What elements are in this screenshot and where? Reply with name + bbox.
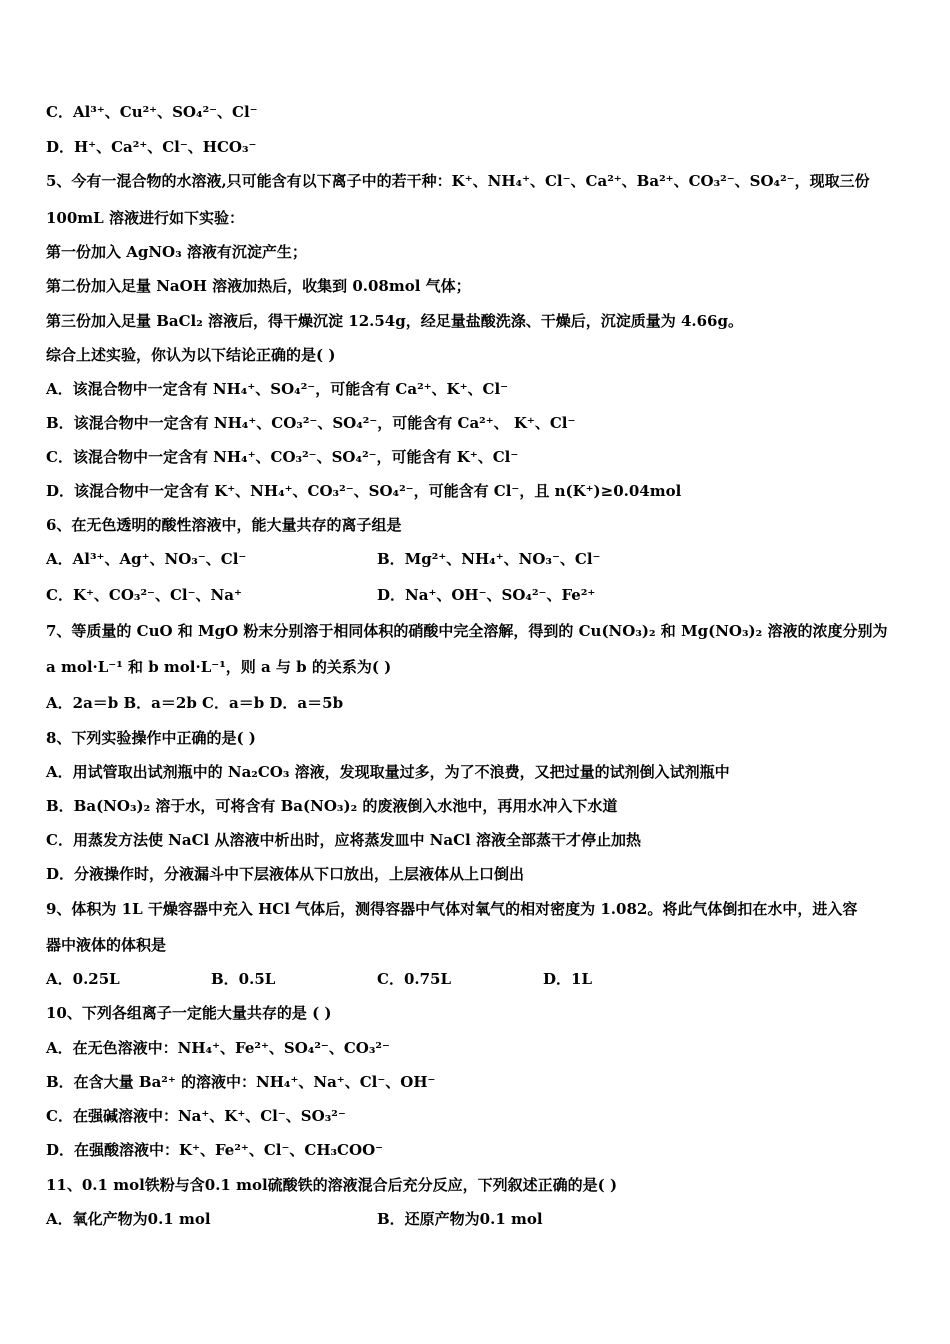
text-line: D．该混合物中一定含有 K⁺、NH₄⁺、CO₃²⁻、SO₄²⁻，可能含有 Cl⁻，且 n(K⁺)≥0.04mol [46, 482, 682, 500]
text-line: 第一份加入 AgNO₃ 溶液有沉淀产生； [46, 243, 307, 261]
text-line: A．在无色溶液中：NH₄⁺、Fe²⁺、SO₄²⁻、CO₃²⁻ [46, 1039, 390, 1057]
text-line: 器中液体的体积是 [46, 936, 167, 954]
option-text: D．Na⁺、OH⁻、SO₄²⁻、Fe²⁺ [377, 586, 596, 604]
option-text: B．0.5L [211, 970, 276, 988]
text-line: A．Al³⁺、Ag⁺、NO₃⁻、Cl⁻ [46, 550, 247, 568]
option-text: B．还原产物为0.1 mol [377, 1210, 543, 1228]
text-line: D．H⁺、Ca²⁺、Cl⁻、HCO₃⁻ [46, 138, 257, 156]
text-line: D．在强酸溶液中：K⁺、Fe²⁺、Cl⁻、CH₃COO⁻ [46, 1141, 384, 1159]
option-text: D．1L [543, 970, 592, 988]
text-line: B．在含大量 Ba²⁺ 的溶液中：NH₄⁺、Na⁺、Cl⁻、OH⁻ [46, 1073, 436, 1091]
option-text: C．0.75L [377, 970, 452, 988]
text-line: 7、等质量的 CuO 和 MgO 粉末分别溶于相同体积的硝酸中完全溶解，得到的 Cu(NO₃)₂ 和 Mg(NO₃)₂ 溶液的浓度分别为 [46, 622, 888, 640]
text-line: 5、今有一混合物的水溶液,只可能含有以下离子中的若干种：K⁺、NH₄⁺、Cl⁻、Ca²⁺、Ba²⁺、CO₃²⁻、SO₄²⁻，现取三份 [46, 172, 870, 190]
text-line: 11、0.1 mol铁粉与含0.1 mol硫酸铁的溶液混合后充分反应，下列叙述正确的是( ) [46, 1176, 618, 1194]
text-line: A．用试管取出试剂瓶中的 Na₂CO₃ 溶液，发现取量过多，为了不浪费，又把过量的试剂倒入试剂瓶中 [46, 763, 730, 781]
text-line: C．在强碱溶液中：Na⁺、K⁺、Cl⁻、SO₃²⁻ [46, 1107, 346, 1125]
text-line: 9、体积为 1L 干燥容器中充入 HCl 气体后，测得容器中气体对氧气的相对密度为 1.082。将此气体倒扣在水中，进入容 [46, 900, 858, 918]
text-line: 综合上述实验，你认为以下结论正确的是( ) [46, 346, 336, 364]
text-line: 8、下列实验操作中正确的是( ) [46, 729, 256, 747]
text-line: 第二份加入足量 NaOH 溶液加热后，收集到 0.08mol 气体； [46, 277, 471, 295]
text-line: C．该混合物中一定含有 NH₄⁺、CO₃²⁻、SO₄²⁻，可能含有 K⁺、Cl⁻ [46, 448, 519, 466]
text-line: A．2a＝b B．a＝2b C．a＝b D．a＝5b [46, 694, 344, 712]
text-line: B．该混合物中一定含有 NH₄⁺、CO₃²⁻、SO₄²⁻，可能含有 Ca²⁺、 K⁺、Cl⁻ [46, 414, 576, 432]
text-line: A．该混合物中一定含有 NH₄⁺、SO₄²⁻，可能含有 Ca²⁺、K⁺、Cl⁻ [46, 380, 509, 398]
text-line: a mol·L⁻¹ 和 b mol·L⁻¹，则 a 与 b 的关系为( ) [46, 658, 392, 676]
option-text: B．Mg²⁺、NH₄⁺、NO₃⁻、Cl⁻ [377, 550, 601, 568]
text-line: A．0.25L [46, 970, 120, 988]
text-line: 10、下列各组离子一定能大量共存的是 ( ) [46, 1004, 332, 1022]
text-line: A．氧化产物为0.1 mol [46, 1210, 211, 1228]
text-line: 第三份加入足量 BaCl₂ 溶液后，得干燥沉淀 12.54g，经足量盐酸洗涤、干燥后，沉淀质量为 4.66g。 [46, 312, 743, 330]
text-line: 6、在无色透明的酸性溶液中，能大量共存的离子组是 [46, 516, 402, 534]
text-line: C．用蒸发方法使 NaCl 从溶液中析出时，应将蒸发皿中 NaCl 溶液全部蒸干才停止加热 [46, 831, 641, 849]
text-line: D．分液操作时，分液漏斗中下层液体从下口放出，上层液体从上口倒出 [46, 865, 525, 883]
text-line: C．K⁺、CO₃²⁻、Cl⁻、Na⁺ [46, 586, 242, 604]
text-line: 100mL 溶液进行如下实验： [46, 209, 244, 227]
text-line: C．Al³⁺、Cu²⁺、SO₄²⁻、Cl⁻ [46, 103, 258, 121]
text-line: B．Ba(NO₃)₂ 溶于水，可将含有 Ba(NO₃)₂ 的废液倒入水池中，再用水冲入下水道 [46, 797, 618, 815]
